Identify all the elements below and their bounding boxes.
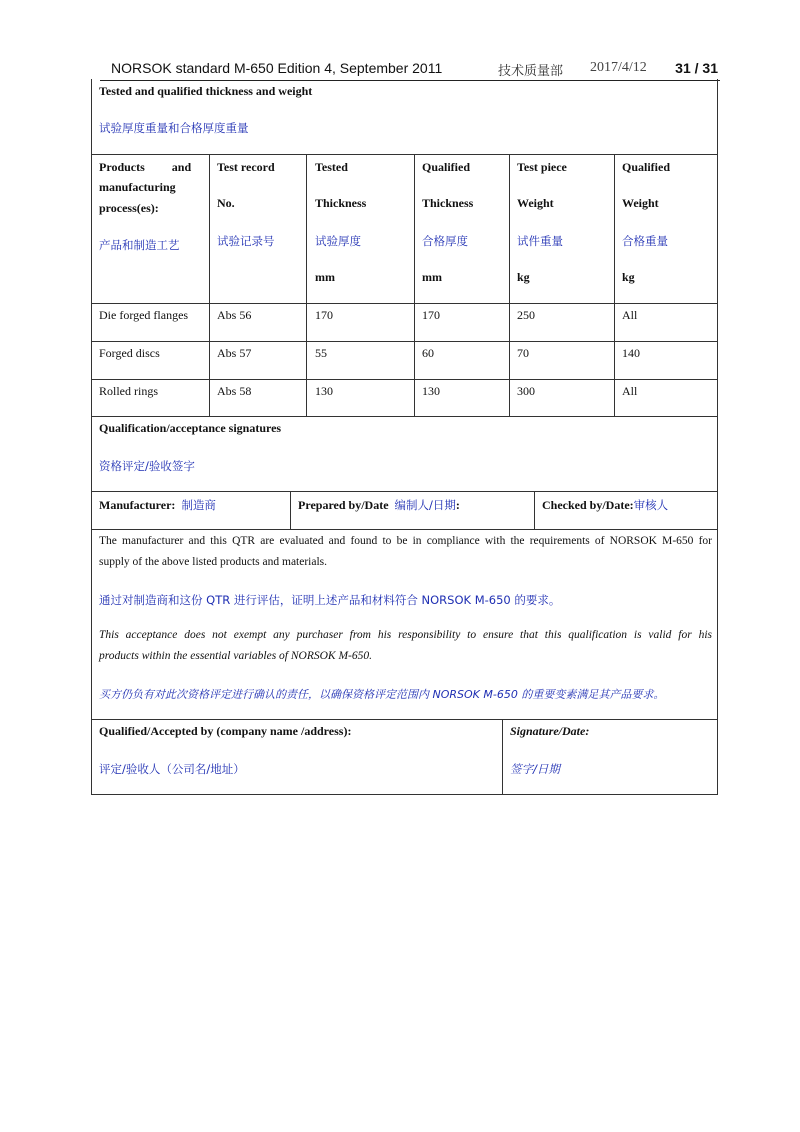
cell-tested-thickness: 130 bbox=[315, 384, 333, 398]
header-products: Products and manufacturing process(es): 产品和制造工艺 bbox=[99, 160, 192, 252]
acceptance-row bbox=[92, 720, 717, 795]
section-title-cn: 试验厚度重量和合格厚度重量 bbox=[99, 121, 249, 135]
cell-test-weight: 300 bbox=[517, 384, 535, 398]
accepted-by-label-cn: 评定/验收人（公司名/地址） bbox=[99, 762, 245, 776]
cell-qualified-weight: All bbox=[622, 384, 638, 398]
compliance-statement bbox=[92, 530, 717, 720]
cell-qualified-thickness: 170 bbox=[422, 308, 440, 322]
header-date: 2017/4/12 bbox=[590, 60, 647, 75]
cell-test-weight: 250 bbox=[517, 308, 535, 322]
checked-label-cn: 审核人 bbox=[633, 498, 669, 512]
header-qualified-weight: Qualified Weight 合格重量 kg bbox=[614, 155, 717, 303]
table-row bbox=[92, 380, 717, 417]
section-title-en: Qualification/acceptance signatures bbox=[99, 421, 282, 435]
table-row bbox=[92, 342, 717, 380]
statement-en-line1: The manufacturer and this QTR are evaluated and found to be in compliance with the requirements of NORSOK M-650 for bbox=[99, 535, 712, 547]
note-en-line2: products within the essential variables of NORSOK M-650. bbox=[99, 650, 373, 662]
header-tested-thickness: Tested Thickness 试验厚度 mm bbox=[306, 155, 414, 303]
cell-qualified-thickness: 130 bbox=[422, 384, 440, 398]
accepted-by-field[interactable] bbox=[92, 720, 502, 795]
cell-tested-thickness: 170 bbox=[315, 308, 333, 322]
table-row bbox=[92, 304, 717, 342]
table-header-row bbox=[92, 155, 717, 304]
prepared-label-cn: 编制人/日期 bbox=[394, 498, 456, 512]
cell-qualified-thickness: 60 bbox=[422, 346, 434, 360]
checked-label: Checked by/Date: bbox=[542, 498, 634, 512]
signature-row bbox=[92, 492, 717, 530]
cell-product: Rolled rings bbox=[99, 384, 158, 398]
cell-record: Abs 58 bbox=[217, 384, 252, 398]
page-number: 31 / 31 bbox=[675, 60, 718, 76]
section-thickness-weight bbox=[92, 79, 717, 155]
department-name: 技术质量部 bbox=[498, 64, 564, 79]
note-en-line1: This acceptance does not exempt any purchaser from his responsibility to ensure that this qualification is valid for his bbox=[99, 629, 712, 641]
statement-en-line2: supply of the above listed products and materials. bbox=[99, 556, 328, 568]
header-qualified-thickness: Qualified Thickness 合格厚度 mm bbox=[414, 155, 509, 303]
header-test-piece-weight: Test piece Weight 试件重量 kg bbox=[509, 155, 614, 303]
cell-tested-thickness: 55 bbox=[315, 346, 327, 360]
page-header bbox=[100, 58, 720, 81]
section-title-cn: 资格评定/验收签字 bbox=[99, 459, 195, 473]
note-cn: 买方仍负有对此次资格评定进行确认的责任，以确保资格评定范围内 NORSOK M-650 的重要变素满足其产品要求。 bbox=[99, 688, 665, 701]
cell-record: Abs 56 bbox=[217, 308, 252, 322]
cell-qualified-weight: 140 bbox=[622, 346, 640, 360]
section-signatures bbox=[92, 417, 717, 492]
prepared-label: Prepared by/Date bbox=[298, 498, 389, 512]
cell-qualified-weight: All bbox=[622, 308, 638, 322]
section-title-en: Tested and qualified thickness and weight bbox=[99, 84, 313, 98]
checked-by-field[interactable] bbox=[534, 492, 717, 529]
manufacturer-label-cn: 制造商 bbox=[181, 498, 216, 512]
signature-date-field[interactable] bbox=[502, 720, 717, 795]
cell-record: Abs 57 bbox=[217, 346, 252, 360]
cell-test-weight: 70 bbox=[517, 346, 529, 360]
manufacturer-field[interactable] bbox=[92, 492, 290, 529]
header-test-record: Test record No. 试验记录号 bbox=[209, 155, 306, 303]
cell-product: Forged discs bbox=[99, 346, 160, 360]
cell-product: Die forged flanges bbox=[99, 308, 189, 322]
accepted-by-label: Qualified/Accepted by (company name /address): bbox=[99, 724, 352, 738]
qtr-form bbox=[91, 79, 718, 795]
standard-reference: NORSOK standard M-650 Edition 4, September 2011 bbox=[111, 60, 443, 76]
prepared-by-field[interactable]: Prepared by/Date 编制人/日期: bbox=[290, 492, 534, 529]
statement-cn: 通过对制造商和这份 QTR 进行评估，证明上述产品和材料符合 NORSOK M-650 的要求。 bbox=[99, 593, 561, 607]
manufacturer-label: Manufacturer: bbox=[99, 498, 176, 512]
signature-date-label: Signature/Date: bbox=[510, 724, 590, 738]
signature-date-label-cn: 签字/日期 bbox=[510, 762, 560, 776]
